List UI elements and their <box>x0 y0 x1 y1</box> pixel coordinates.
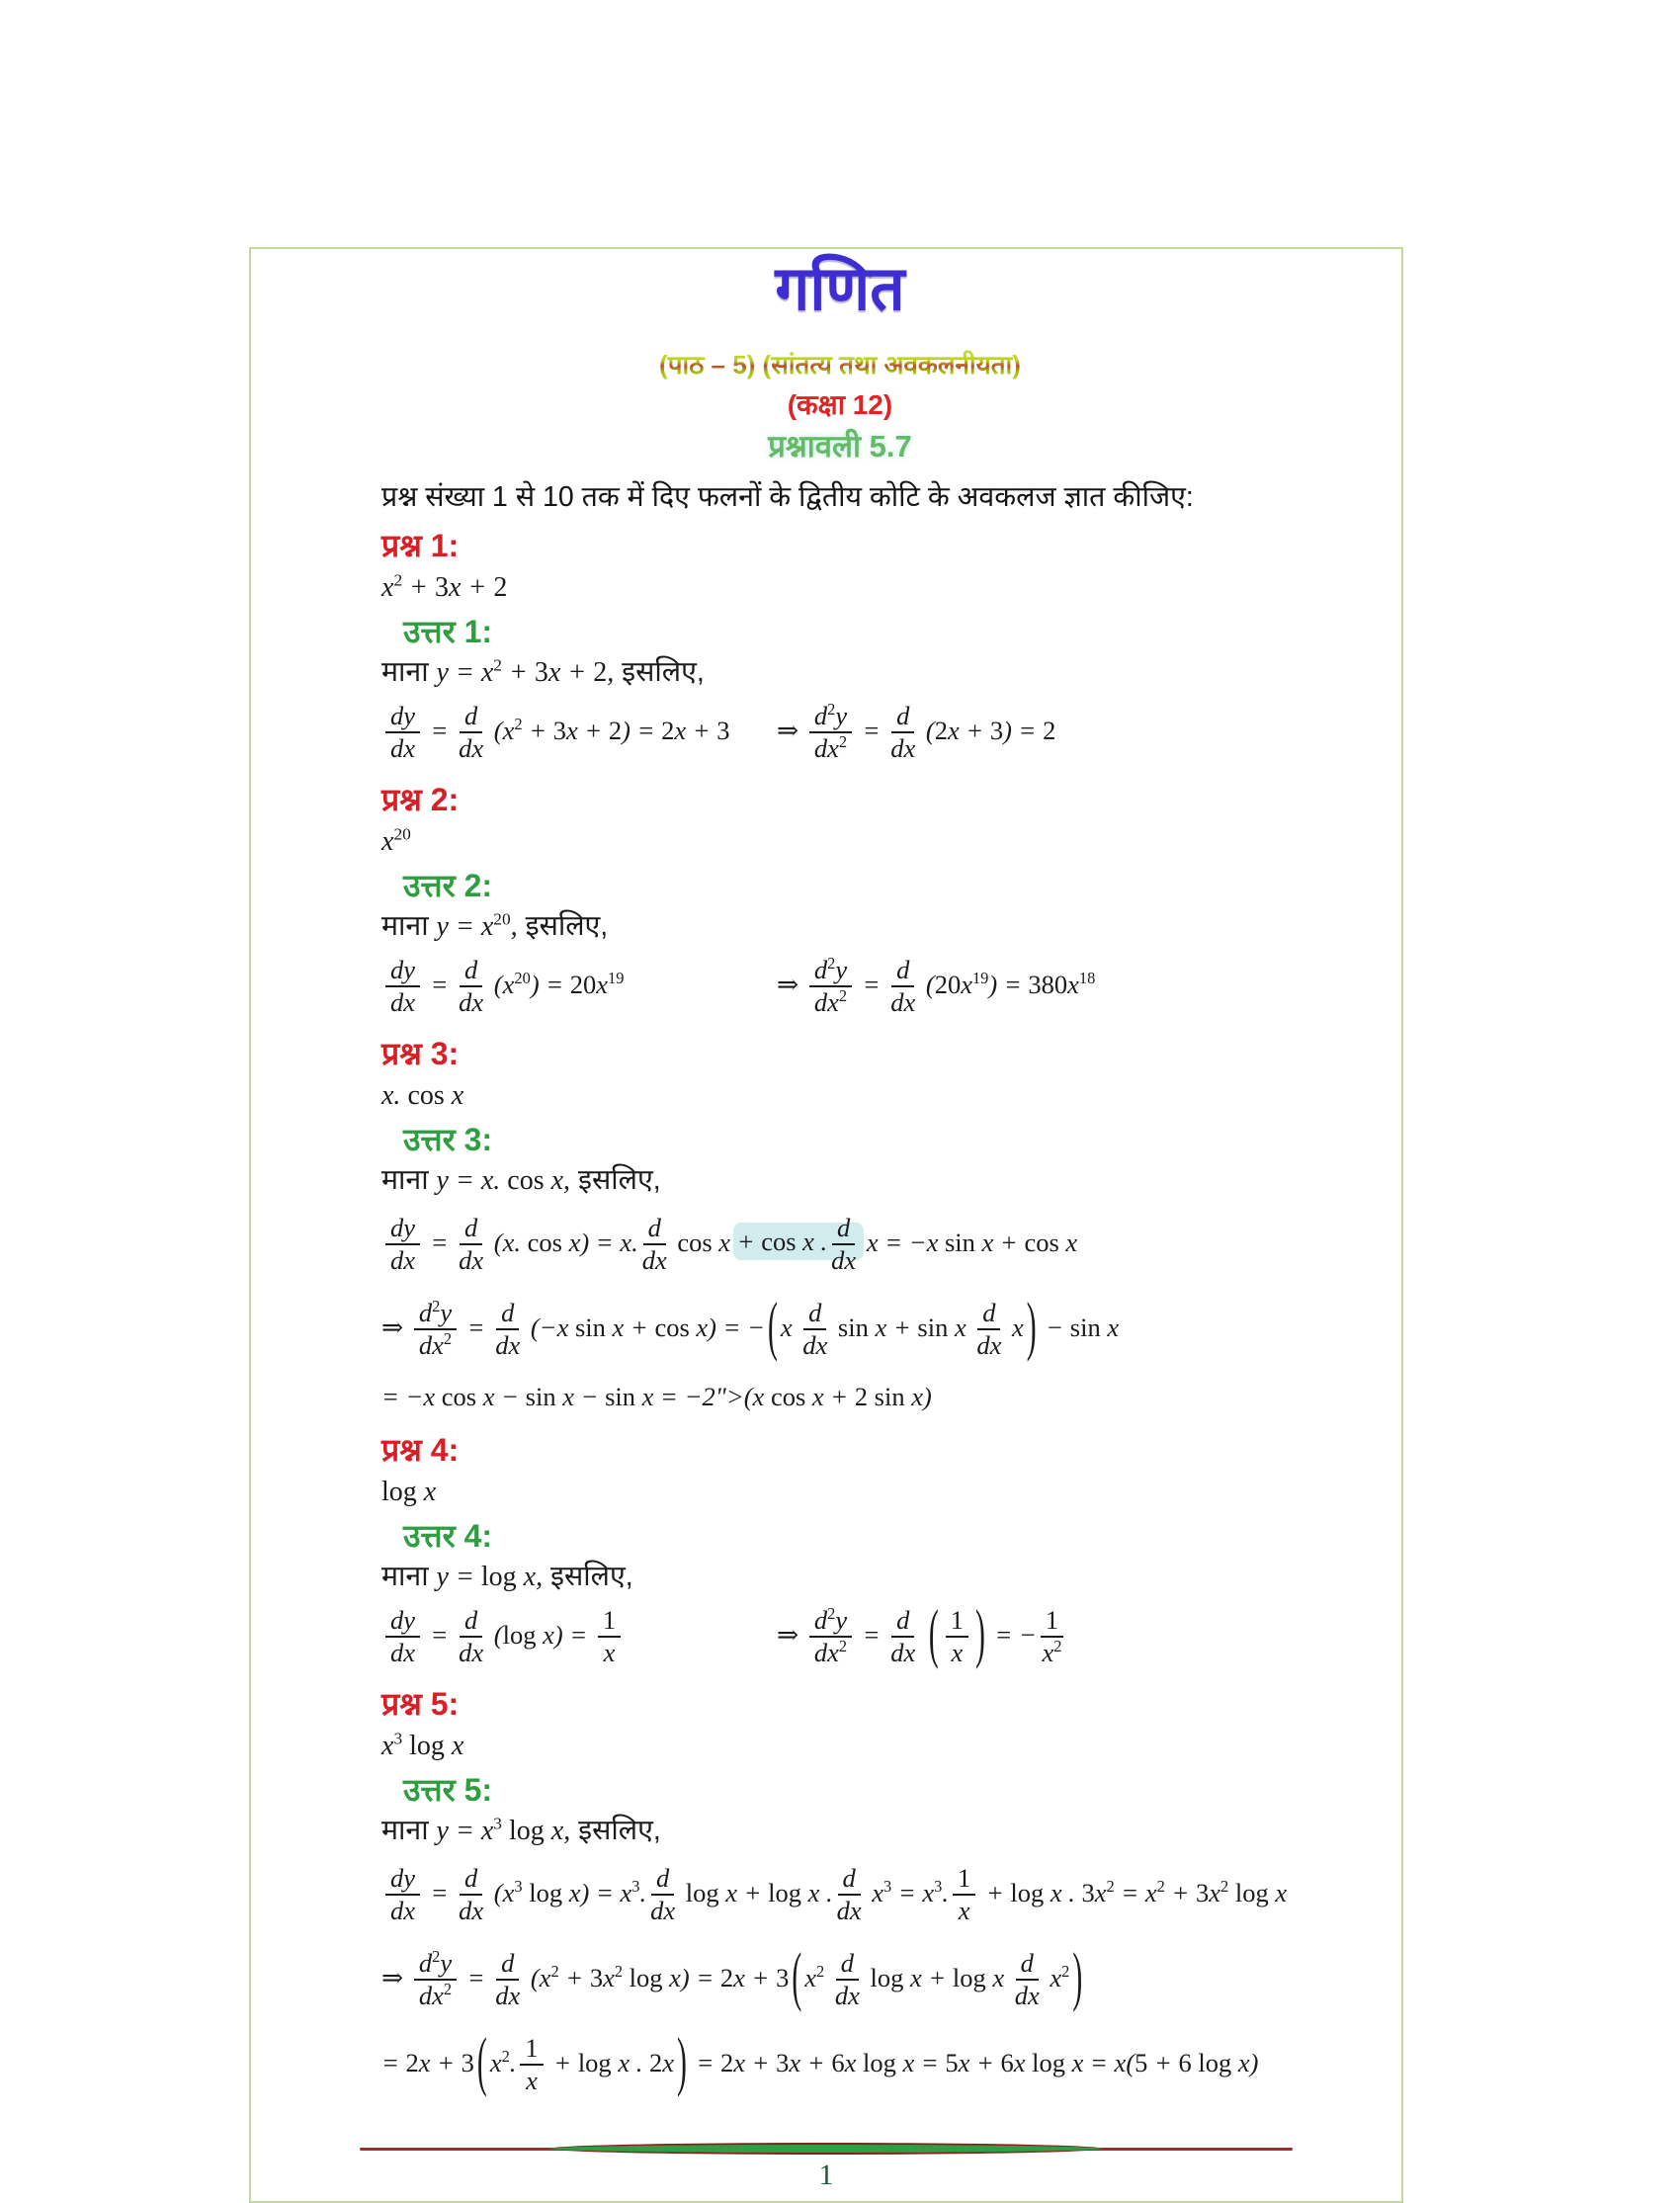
footer-divider <box>360 2142 1293 2156</box>
question-expression: $x^2 + 3x + 2$ <box>381 571 508 604</box>
equation-line: $\frac{dy}{dx}$ = $\frac{d}{dx}$ ($x^3$ $\log x) = x^3$. $\frac{d}{dx}$ log x + log x . $\frac{d}{dx}$ $x^3 = x^3$. $\frac{1}{x}$ + log x . $3x^2 = x^2 + 3x^2$ log x <box>381 1864 1287 1926</box>
given-math: y = log x, <box>436 1562 544 1593</box>
question-label: प्रश्न 5: <box>381 1686 460 1723</box>
question-block-3 <box>381 1036 1299 1420</box>
equation-line: ⇒ $\frac{d^2y}{dx^2}$ = $\frac{d}{dx}$ ($x^2 + 3x^2$ log x) = 2x + 3 ( $x^2$ $\frac{d}{dx}$ log x + log x $\frac{d}{dx}$ $x^2$ ) <box>381 1942 1083 2014</box>
equation-row <box>381 1288 1299 1371</box>
answer-label: उत्तर 2: <box>403 868 493 904</box>
given-suffix: इसलिए, <box>525 910 609 943</box>
equation-line: $\frac{dy}{dx}$ = $\frac{d}{dx}$ (x. cos x) = x. $\frac{d}{dx}$ cos x + cos x . $\frac{d}{dx}$ x = −x sin x + cos x <box>381 1214 1077 1276</box>
answer-label: उत्तर 3: <box>403 1122 493 1158</box>
question-expression: $x^{20}$ <box>381 825 411 858</box>
equation-line: ⇒ $\frac{d^2y}{dx^2}$ = $\frac{d}{dx}$ (−x sin x + cos x) = − ( x $\frac{d}{dx}$ sin x + sin x $\frac{d}{dx}$ x ) − sin x <box>381 1292 1120 1364</box>
exercise-heading: प्रश्नावली 5.7 <box>768 429 912 465</box>
question-label: प्रश्न 2: <box>381 782 460 818</box>
given-line <box>381 652 1299 693</box>
equation-row <box>381 949 1299 1024</box>
equation-row <box>381 1373 1299 1420</box>
page-number: 1 <box>818 2159 834 2192</box>
question-expression: $x^3$ log x <box>381 1730 464 1762</box>
given-line <box>381 906 1299 947</box>
answer-label: उत्तर 4: <box>403 1518 493 1555</box>
equation-second-derivative: ⇒ $\frac{d^2y}{dx^2}$ = $\frac{d}{dx}$ ( $\frac{1}{x}$ ) = − $\frac{1}{x^2}$ <box>777 1599 1062 1671</box>
question-label: प्रश्न 4: <box>381 1432 460 1469</box>
document-page <box>249 247 1403 2203</box>
given-prefix: माना <box>381 656 429 689</box>
given-line <box>381 1557 1299 1597</box>
equation-first-derivative: $\frac{dy}{dx}$ = $\frac{d}{dx}$ $(x^2 + 3x + 2) = 2x + 3$ <box>381 702 777 764</box>
equation-row <box>381 1599 1299 1674</box>
given-line <box>381 1811 1299 1851</box>
equation-second-derivative: ⇒ $\frac{d^2y}{dx^2}$ = $\frac{d}{dx}$ (2x + 3) = 2 <box>777 699 1056 764</box>
question-block-1 <box>381 528 1299 770</box>
chapter-subtitle: (पाठ – 5) (सांतत्य तथा अवकलनीयता) <box>381 348 1299 381</box>
document-title: गणित <box>775 255 905 323</box>
given-prefix: माना <box>381 910 429 943</box>
answer-label: उत्तर 1: <box>403 614 493 650</box>
equation-first-derivative: $\frac{dy}{dx}$ = $\frac{d}{dx}$ (log x) = $\frac{1}{x}$ <box>381 1606 777 1668</box>
instructions-text: प्रश्न संख्या 1 से 10 तक में दिए फलनों के द्वितीय कोटि के अवकलज ज्ञात कीजिए: <box>381 481 1194 514</box>
equation-row <box>381 2023 1299 2106</box>
given-math: $y = x^2 + 3x + 2$, <box>436 656 615 689</box>
equation-row <box>381 1938 1299 2021</box>
equation-first-derivative: $\frac{dy}{dx}$ = $\frac{d}{dx}$ $(x^{20}) = 20x^{19}$ <box>381 956 777 1018</box>
question-block-2 <box>381 782 1299 1024</box>
given-prefix: माना <box>381 1561 429 1593</box>
given-math: $y = x^{20}$, <box>436 910 518 943</box>
given-suffix: इसलिए, <box>578 1815 661 1847</box>
class-subtitle: (कक्षा 12) <box>787 389 893 421</box>
given-suffix: इसलिए, <box>550 1561 633 1593</box>
given-suffix: इसलिए, <box>622 656 705 689</box>
given-math: $y = x^3$ log x, <box>436 1815 571 1847</box>
equation-row <box>381 1853 1299 1936</box>
equation-line: = −x cos x − sin x − sin x = −2">(x cos x + 2 sin x) <box>381 1381 932 1411</box>
given-suffix: इसलिए, <box>577 1164 661 1197</box>
question-block-4 <box>381 1432 1299 1674</box>
given-math: y = x. cos x, <box>436 1165 571 1197</box>
divider-lens <box>549 2143 1103 2155</box>
question-label: प्रश्न 3: <box>381 1036 460 1072</box>
question-label: प्रश्न 1: <box>381 528 460 564</box>
given-prefix: माना <box>381 1815 429 1847</box>
answer-label: उत्तर 5: <box>403 1772 493 1809</box>
equation-row <box>381 1203 1299 1286</box>
question-block-5 <box>381 1686 1299 2106</box>
equation-second-derivative: ⇒ $\frac{d^2y}{dx^2}$ = $\frac{d}{dx}$ $(20x^{19}) = 380x^{18}$ <box>777 953 1096 1018</box>
given-prefix: माना <box>381 1164 429 1197</box>
equation-line: = 2x + 3 ( $x^2$. $\frac{1}{x}$ + log x . 2x ) = 2x + 3x + 6x log x = 5x + 6x log x = x(5 + 6 log x) <box>381 2027 1259 2099</box>
page-footer <box>251 2142 1401 2191</box>
question-expression: x. cos x <box>381 1080 464 1112</box>
question-expression: log x <box>381 1477 437 1508</box>
given-line <box>381 1160 1299 1201</box>
equation-row <box>381 695 1299 770</box>
